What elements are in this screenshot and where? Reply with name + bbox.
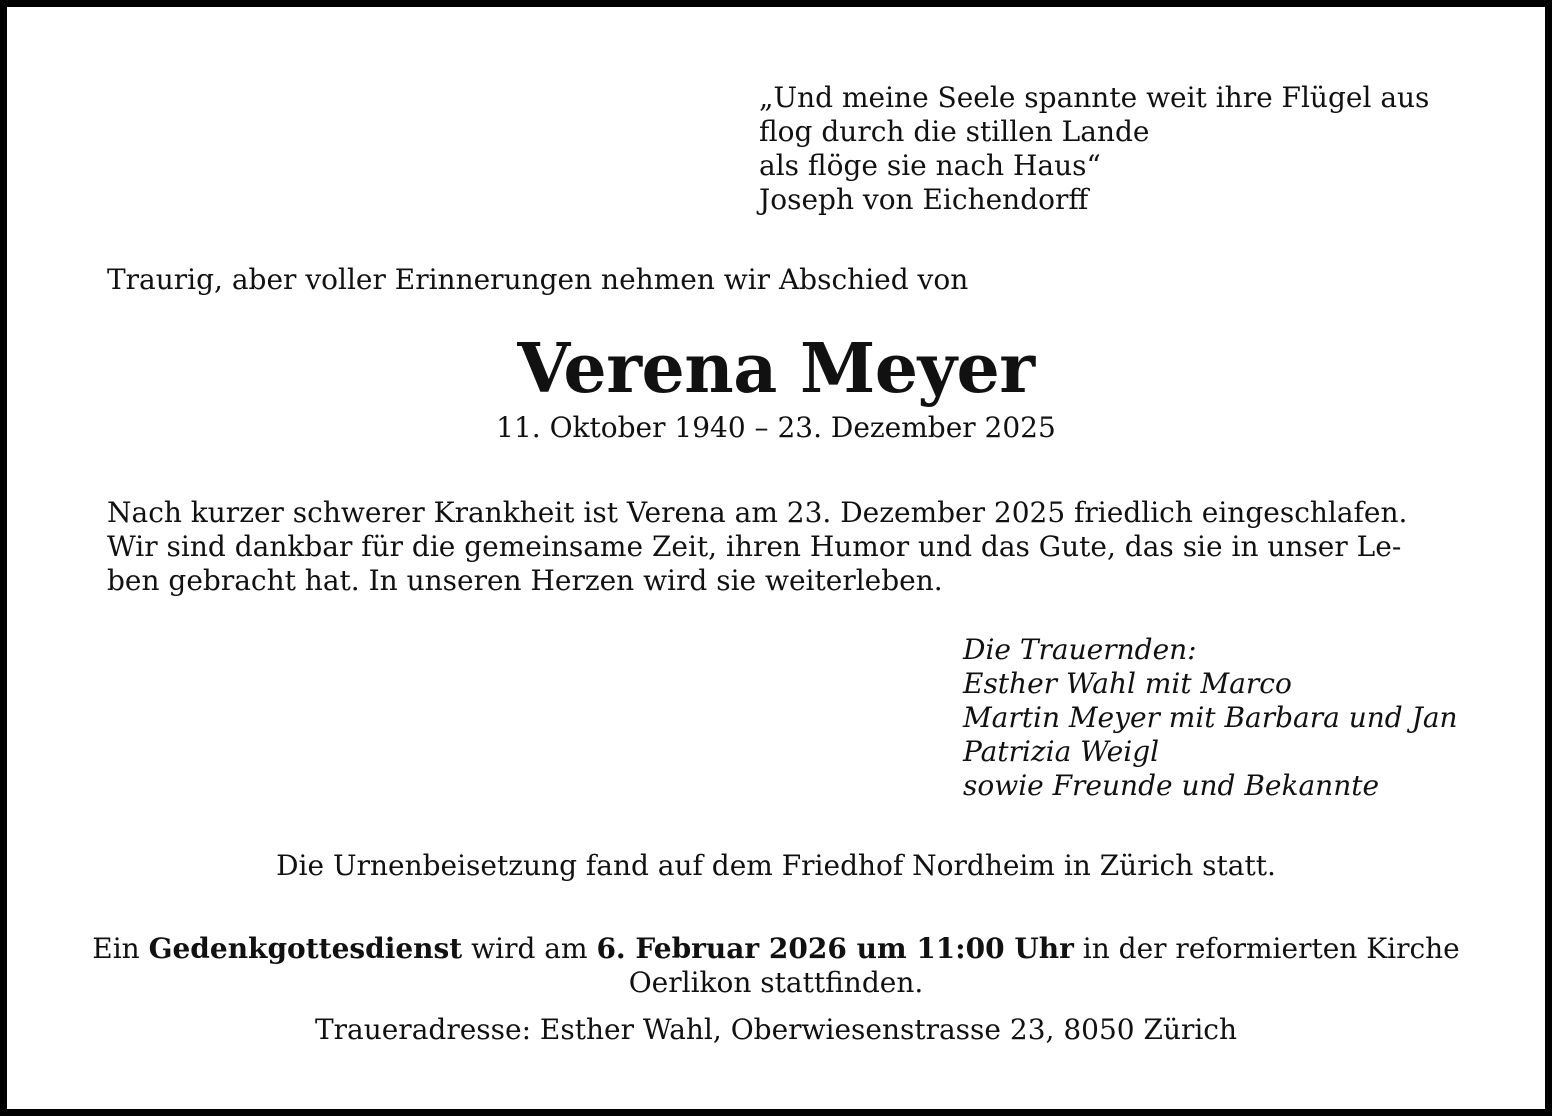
- deceased-name: Verena Meyer: [517, 329, 1035, 409]
- mourner-name: sowie Freunde und Bekannte: [963, 769, 1380, 802]
- quote-line: als flöge sie nach Haus“: [759, 149, 1101, 182]
- mourning-address: Traueradresse: Esther Wahl, Oberwiesenstrasse 23, 8050 Zürich: [314, 1013, 1238, 1046]
- quote-line: „Und meine Seele spannte weit ihre Flügel aus: [759, 81, 1430, 114]
- service-type: Gedenkgottesdienst: [148, 932, 463, 965]
- quote-line: flog durch die stillen Lande: [759, 115, 1150, 148]
- life-dates: 11. Oktober 1940 – 23. Dezember 2025: [496, 411, 1056, 444]
- mourner-name: Martin Meyer mit Barbara und Jan: [963, 701, 1458, 734]
- service-line-1: [7, 932, 1545, 966]
- poem-quote: [759, 81, 1429, 217]
- mourners-list: [963, 633, 1458, 803]
- body-line: Wir sind dankbar für die gemeinsame Zeit, ihren Humor und das Gute, das sie in unser Le-: [107, 530, 1402, 563]
- service-text: Ein: [92, 932, 149, 965]
- service-line-2: Oerlikon stattfinden.: [628, 966, 924, 999]
- service-datetime: 6. Februar 2026 um 11:00 Uhr: [596, 932, 1074, 965]
- mourner-name: Esther Wahl mit Marco: [963, 667, 1292, 700]
- mourners-heading: Die Trauernden:: [963, 633, 1197, 666]
- body-text: [107, 496, 1407, 598]
- body-line: ben gebracht hat. In unseren Herzen wird sie weiterleben.: [107, 564, 943, 597]
- mourner-name: Patrizia Weigl: [963, 735, 1160, 768]
- body-line: Nach kurzer schwerer Krankheit ist Verena am 23. Dezember 2025 friedlich eingeschlafen.: [107, 496, 1408, 529]
- intro-text: Traurig, aber voller Erinnerungen nehmen wir Abschied von: [107, 263, 969, 296]
- service-text: in der reformierten Kirche: [1073, 932, 1460, 965]
- burial-notice: Die Urnenbeisetzung fand auf dem Friedhof Nordheim in Zürich statt.: [276, 849, 1276, 882]
- quote-author: Joseph von Eichendorff: [759, 183, 1089, 216]
- memorial-service-notice: [7, 932, 1545, 1000]
- service-text: wird am: [462, 932, 597, 965]
